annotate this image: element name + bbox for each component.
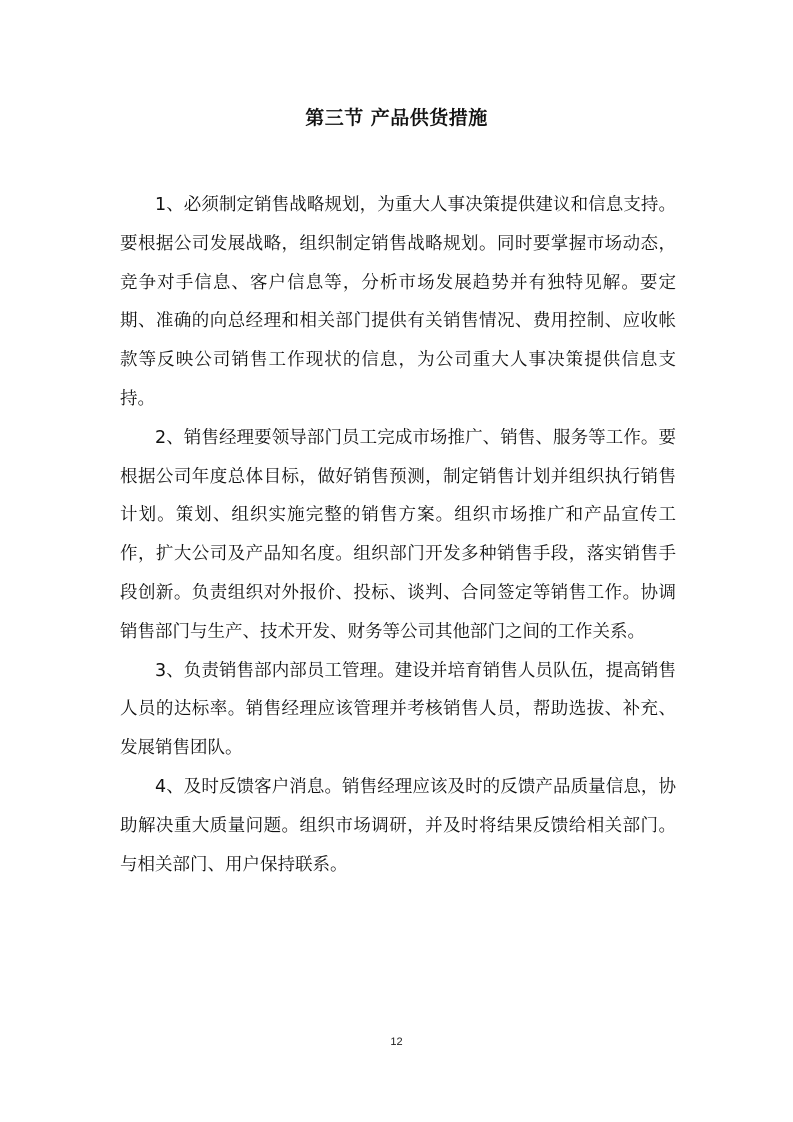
paragraph-2: 2、销售经理要领导部门员工完成市场推广、销售、服务等工作。要根据公司年度总体目标，做好销售预测，制定销售计划并组织执行销售计划。策划、组织实施完整的销售方案。组织市场推广和产品宣传工作，扩大公司及产品知名度。组织部门开发多种销售手段，落实销售手段创新。负责组织对外报价、投标、谈判、合同签定等销售工作。协调销售部门与生产、技术开发、财务等公司其他部门之间的工作关系。 — [120, 427, 676, 642]
page-number: 12 — [390, 1036, 403, 1048]
body-text — [120, 186, 676, 884]
paragraph-3: 3、负责销售部内部员工管理。建设并培育销售人员队伍，提高销售人员的达标率。销售经理应该管理并考核销售人员，帮助选拔、补充、发展销售团队。 — [120, 660, 676, 759]
paragraph-4: 4、及时反馈客户消息。销售经理应该及时的反馈产品质量信息，协助解决重大质量问题。组织市场调研，并及时将结果反馈给相关部门。与相关部门、用户保持联系。 — [120, 776, 676, 875]
section-title: 第三节 产品供货措施 — [305, 107, 488, 129]
paragraph-1: 1、必须制定销售战略规划，为重大人事决策提供建议和信息支持。要根据公司发展战略，组织制定销售战略规划。同时要掌握市场动态，竞争对手信息、客户信息等，分析市场发展趋势并有独特见解。要定期、准确的向总经理和相关部门提供有关销售情况、费用控制、应收帐款等反映公司销售工作现状的信息，为公司重大人事决策提供信息支持。 — [120, 195, 676, 409]
